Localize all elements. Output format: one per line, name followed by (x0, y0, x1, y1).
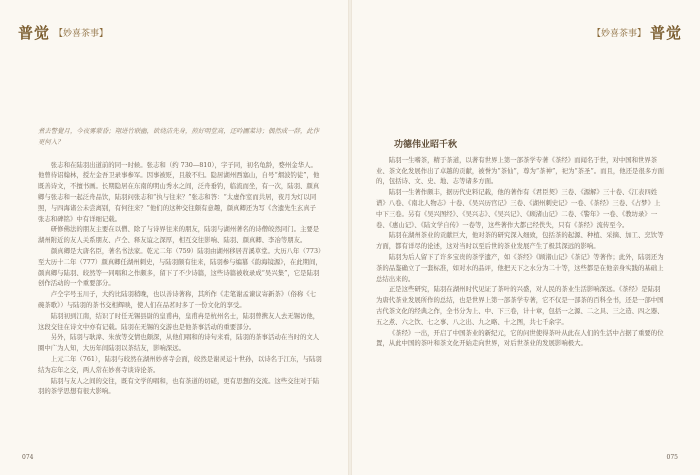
left-header (18, 22, 108, 43)
right-page (350, 0, 700, 475)
paragraph: 《茶经》一出，开启了中国茶业的新纪元，它的问世使得茶叶从此在人们的生活中占据了重要的位置，从此中国的茶叶和茶文化开始走向世界，对后世茶业的发展影响极大。 (376, 328, 664, 348)
paragraph: 张志和在陆羽出道前的同一时候。张志和（约 730—810），字子同，初名龟龄，婺州金华人。他曾待诏翰林，授左金吾卫录事参军。因事被贬，且赦不归。隐居湖州西塞山，自号“烟波钓徒”，他既善诗文，不擅书画。长期隐居在东南的明山秀水之间，泛舟垂钓，临流而坐，有一次，陆羽、颜真卿与张志和一起泛舟品饮，陆羽问张志和“执与往来？”张志和答：“太虚作室而共居，夜月为灯以同照，与四海诸公未尝离别，有何往来？”他们的这种交往颇有意趣，颜真卿还为写《含遗先生玄真子张志和碑铭》中有详细记载。 (38, 160, 320, 223)
paragraph: 研修佛法的朋友主要在以僧、除了与诗界往来的朋友，陆羽与湖州著名的诗僧皎然同门。主要是湖州附近的友人关系朋友、卢仝、释友谊之深厚，相互交往影响、陆羽、颜真卿、李冶等朋友。 (38, 225, 320, 245)
paragraph: 另外，陆羽与耿湋、朱放等交情也颇深，从他们唱和的诗句来看，陆羽的茶事活动在当时的文人圈中广为人知，大历年间陆羽以茶结友，影响深远。 (38, 333, 320, 353)
paragraph: 上元二年（761），陆羽与皎然在湖州妙喜寺会面，皎然是谢灵运十世孙，以诗名于江东，与陆羽结为忘年之交，两人常在妙喜寺谈诗论茶。 (38, 354, 322, 374)
page-number: 074 (22, 454, 34, 461)
logo: 普觉 (18, 24, 51, 42)
series-title: 【妙喜茶事】 (54, 29, 109, 39)
paragraph: 颜真卿是大唐名臣，著名书法家。乾元二年（759）陆羽由湖州移居苕溪草堂。大历八年（773）至大历十二年（777）颜真卿任湖州刺史，与陆羽颇有往来，陆羽参与编纂《韵海镜源》，在此期间，颜真卿与陆羽、皎然等一同唱和之作颇多，留下了不少诗篇，这些诗篇被收录成“吴兴集”，它是陆羽创作活动的一个重要部分。 (38, 246, 322, 288)
paragraph: 陆羽与友人之间的交往，既有文学的唱和，也有茶道的切磋，更有思想的交流。这些交往对于陆羽的茶学思想有很大影响。 (38, 376, 320, 396)
right-header (592, 22, 682, 43)
paragraph: 陆羽一生嗜茶，精于茶道，以著有世界上第一部茶学专著《茶经》而闻名于世，对中国和世界茶业、茶文化发展作出了卓越的贡献，被誉为“茶仙”，尊为“茶神”，祀为“茶圣”。而且，他还是很多方面的，包括诗、文、史、地、志等诸多方面。 (376, 155, 665, 186)
book-gutter (348, 0, 352, 475)
paragraph: 陆羽一生著作颇丰，据历代史料记载，他的著作有《君臣契》三卷、《源解》三十卷、《江表四姓谱》八卷、《南北人物志》十卷、《吴兴历官记》三卷、《湖州刺史记》一卷、《茶经》三卷、《占梦》上中下三卷。另有《吴兴图经》、《吴兴志》、《吴兴记》、《顾渚山记》二卷、《警年》一卷、《教坊录》一卷、《惠山记》、《陆文学自传》一卷等，这些著作大都已经佚失，只有《茶经》流传至今。 (376, 188, 661, 229)
page-number: 075 (666, 454, 678, 461)
paragraph: 陆羽为后人留下了许多宝贵的茶学遗产，如《茶经》《顾渚山记》《茶记》等著作；此外，陆羽还为茶的品鉴确立了一套标准，如对水的品评，他把天下之水分为二十等，这些都是在他亲身实践的基础上总结出来的。 (376, 252, 664, 283)
paragraph: 陆羽初到江南，结识了时任无锡县尉的皇甫冉，皇甫冉是杭州名士，陆羽曾携友人去无锡访他，这段交往在诗文中亦有记载。陆羽在无锡的交游也是他茶事活动的重要部分。 (38, 311, 320, 331)
section-title: 功德伟业昭千秋 (394, 140, 458, 150)
logo: 普觉 (649, 24, 682, 42)
paragraph: 正是这些研究，陆羽在湖州时代见证了茶叶的兴盛，对人民的茶业生活影响深远。《茶经》是陆羽为唐代茶业发展所作的总结，也是世界上第一部茶学专著，它不仅是一部茶的百科全书，还是一部中国古代茶文化的经典之作，全书分为上、中、下三卷，计十章，包括一之源、二之具、三之造、四之器、五之煮、六之饮、七之事、八之出、九之略、十之图，共七千余字。 (376, 285, 664, 326)
left-content (38, 126, 322, 397)
paragraph: 陆羽在湖州茶业的贡献巨大，他对茶的研究深入细致，包括茶的起源、种植、采摘、加工、烹饮等方面，都有详尽的论述，这对当时以至后世的茶业发展产生了极其深远的影响。 (376, 231, 664, 251)
right-content (376, 126, 664, 349)
paragraph: 卢仝字号玉川子，大约比陆羽稍晚，也以善诗著称，其所作《走笔谢孟谏议寄新茶》（俗称《七碗茶歌》）与陆羽的茶书交相辉映，使人们在品茗时多了一份文化的享受。 (38, 290, 317, 309)
series-title: 【妙喜茶事】 (591, 29, 646, 39)
quote: 煮去警覺月，今夜雾蒙昏；翔进竹联幽，欲烧洁先身，煎好明堂高，还吟圃菜诗；偶然成一辞，此作更何入？ (38, 127, 320, 146)
